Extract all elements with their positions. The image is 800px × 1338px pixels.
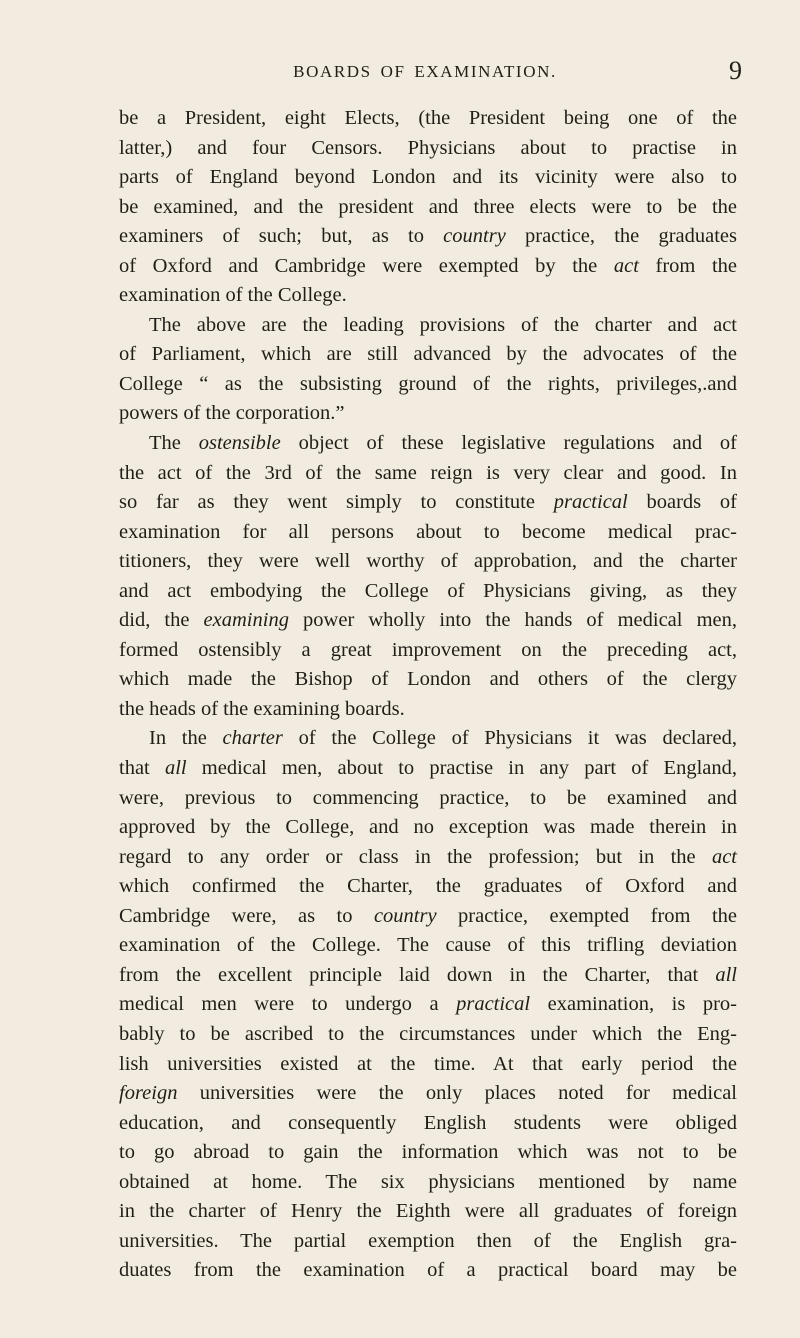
text-segment: did, the [119,609,204,632]
italic-text: examining [203,609,289,632]
text-line [119,104,737,134]
text-line [119,163,737,193]
text-segment: examination of the College. [119,284,347,307]
text-line [119,1138,737,1168]
text-segment: boards of [627,491,737,514]
text-line [119,990,737,1020]
italic-text: foreign [119,1082,178,1105]
text-line [119,252,737,282]
text-segment: In the [149,727,223,750]
body-text [119,104,737,1286]
running-head [120,56,742,88]
italic-text: country [443,225,506,248]
text-line [119,1227,737,1257]
text-line [119,547,737,577]
italic-text: all [164,757,187,780]
text-line [119,1197,737,1227]
text-segment: universities. The partial exemption then of the English gra- [119,1229,737,1252]
text-line [119,577,737,607]
italic-text: practical [553,491,628,514]
italic-text: act [613,254,639,277]
text-line [119,193,737,223]
text-segment: which confirmed the Charter, the graduates of Oxford and [119,875,737,898]
text-segment: latter,) and four Censors. Physicians about to practise in [119,136,737,159]
text-line [119,754,737,784]
text-line [119,1050,737,1080]
italic-text: country [373,904,437,927]
text-line [119,813,737,843]
text-line [119,636,737,666]
text-line [119,843,737,873]
text-segment: approved by the College, and no exception was made therein in [119,816,737,839]
text-segment: parts of England beyond London and its vicinity were also to [119,166,737,189]
text-line [119,281,737,311]
text-line [119,1079,737,1109]
page-number: 9 [729,56,742,85]
text-segment: lish universities existed at the time. At that early period the [119,1052,737,1075]
text-line [119,902,737,932]
text-segment: universities were the only places noted for medical [177,1082,737,1105]
text-line [119,784,737,814]
text-line [119,222,737,252]
text-segment: Cambridge were, as to [119,904,374,927]
text-segment: from the excellent principle laid down in the Charter, that [119,963,716,986]
text-segment: were, previous to commencing practice, to be examined and [119,786,737,809]
text-line [119,1109,737,1139]
text-segment: so far as they went simply to constitute [119,491,554,514]
text-line [119,518,737,548]
text-line [119,1168,737,1198]
text-segment: The above are the leading provisions of the charter and act [149,313,737,336]
text-segment: practice, exempted from the [436,904,737,927]
text-line [119,429,737,459]
text-line [119,370,737,400]
text-segment: College “ as the subsisting ground of the rights, privileges,.and [119,372,737,395]
text-segment: power wholly into the hands of medical men, [288,609,737,632]
italic-text: practical [456,993,531,1016]
text-line [119,1256,737,1286]
text-line [119,459,737,489]
text-segment: duates from the examination of a practical board may be [119,1259,737,1282]
text-segment: of Oxford and Cambridge were exempted by the [119,254,614,277]
text-segment: which made the Bishop of London and others of the clergy [119,668,737,691]
text-line [119,399,737,429]
text-line [119,872,737,902]
running-title: BOARDS OF EXAMINATION. [293,62,557,81]
text-line [119,931,737,961]
text-segment: The [149,432,199,455]
text-segment: to go abroad to gain the information which was not to be [119,1141,737,1164]
text-segment: in the charter of Henry the Eighth were all graduates of foreign [119,1200,737,1223]
text-segment: education, and consequently English students were obliged [119,1111,737,1134]
text-line [119,488,737,518]
text-segment: the heads of the examining boards. [119,697,405,720]
text-segment: and act embodying the College of Physicians giving, as they [119,579,737,602]
text-segment: be a President, eight Elects, (the President being one of the [119,107,737,129]
text-segment: medical men were to undergo a [119,993,457,1016]
italic-text: charter [222,727,283,750]
text-segment: obtained at home. The six physicians mentioned by name [119,1170,737,1193]
italic-text: ostensible [198,432,281,455]
text-line [119,1020,737,1050]
text-line [119,695,737,725]
text-segment: object of these legislative regulations and of [280,432,737,455]
text-segment: examination for all persons about to become medical prac- [119,520,737,543]
text-segment: formed ostensibly a great improvement on the preceding act, [119,638,737,661]
text-segment: the act of the 3rd of the same reign is very clear and good. In [119,461,737,484]
text-segment: titioners, they were well worthy of approbation, and the charter [119,550,737,573]
text-segment: examination of the College. The cause of this trifling deviation [119,934,737,957]
text-segment: of Parliament, which are still advanced by the advocates of the [119,343,737,366]
text-segment: bably to be ascribed to the circumstances under which the Eng- [119,1022,737,1045]
text-segment: practice, the graduates [505,225,737,248]
text-segment: be examined, and the president and three elects were to be the [119,195,737,218]
text-segment: medical men, about to practise in any part of England, [186,757,737,780]
text-line [119,724,737,754]
text-line [119,606,737,636]
italic-text: all [715,963,737,986]
text-segment: examiners of such; but, as to [119,225,444,248]
text-segment: regard to any order or class in the profession; but in the [119,845,712,868]
text-line [119,665,737,695]
text-line [119,134,737,164]
text-segment: from the [638,254,737,277]
text-segment: that [119,757,165,780]
text-line [119,311,737,341]
text-line [119,340,737,370]
text-segment: examination, is pro- [530,993,738,1016]
text-segment: of the College of Physicians it was declared, [282,727,737,750]
text-segment: powers of the corporation.” [119,402,345,425]
text-line [119,961,737,991]
italic-text: act [711,845,737,868]
